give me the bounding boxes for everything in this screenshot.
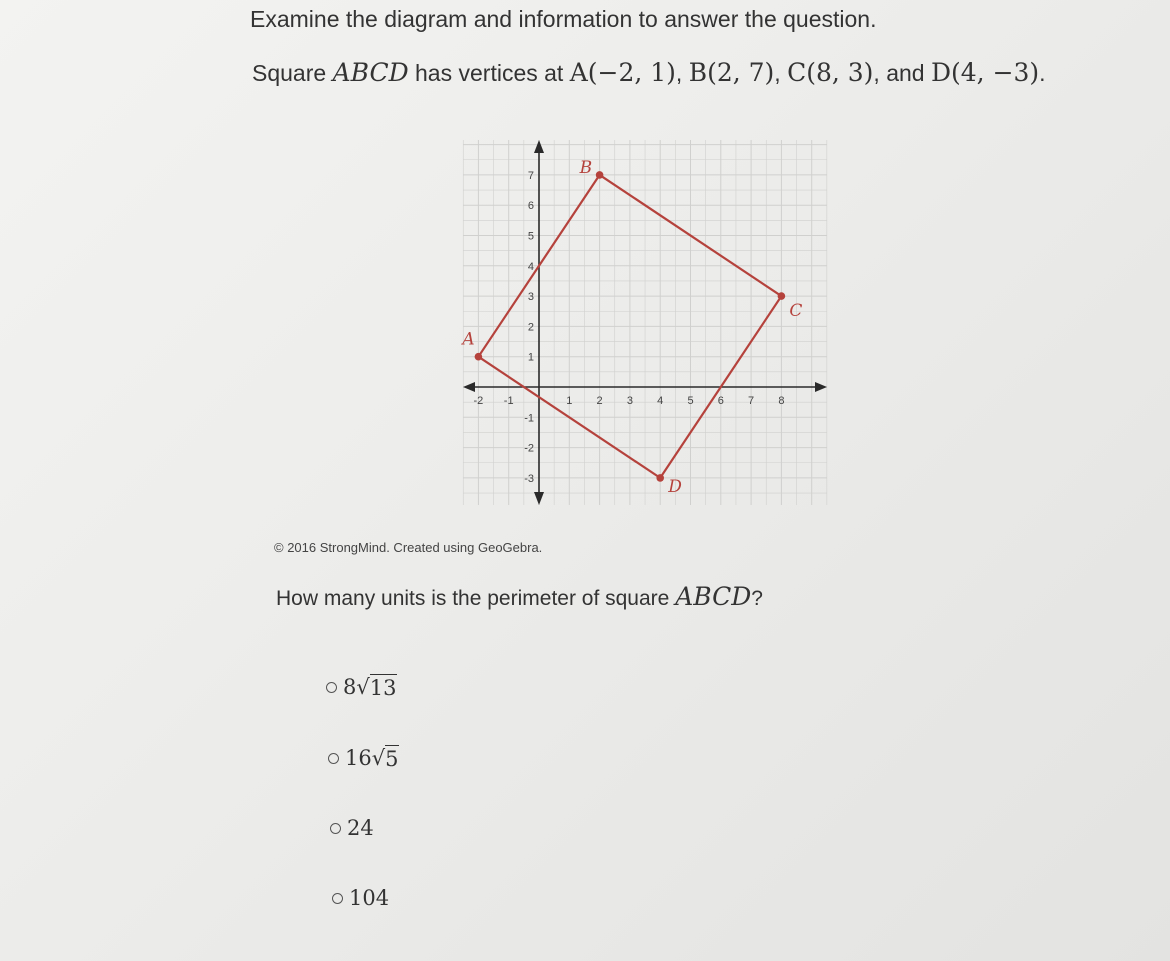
radio-button[interactable] <box>328 753 339 764</box>
x-tick-label: 1 <box>566 395 573 407</box>
x-axis-arrow-left <box>463 382 475 392</box>
x-tick-label: 2 <box>596 395 603 407</box>
x-tick-label: 4 <box>657 395 664 407</box>
y-tick-label: 7 <box>527 169 534 182</box>
vertex-point-a <box>475 353 483 361</box>
separator-and: , and <box>873 60 931 86</box>
answer-choice-1[interactable] <box>326 674 397 700</box>
vertex-a-coords: A(−2, 1) <box>569 58 676 87</box>
y-tick-label: -2 <box>524 442 534 455</box>
instruction-text: Examine the diagram and information to answer the question. <box>250 6 877 32</box>
radio-button[interactable] <box>330 823 341 834</box>
vertex-c-coords: C(8, 3) <box>787 58 874 87</box>
separator: , <box>774 60 788 86</box>
problem-prefix: Square <box>252 60 333 86</box>
vertex-point-c <box>778 292 786 300</box>
x-tick-label: 8 <box>778 395 785 407</box>
x-tick-label: 6 <box>717 395 724 407</box>
vertex-label-b: B <box>579 157 593 178</box>
y-tick-label: 4 <box>527 260 534 273</box>
answer-choice-3[interactable] <box>330 816 374 840</box>
sqrt-symbol: √ <box>356 675 370 699</box>
vertex-label-c: C <box>789 301 803 322</box>
choice-value: 24 <box>347 816 374 840</box>
question-prefix: How many units is the perimeter of square <box>276 587 676 610</box>
x-axis-arrow-right <box>815 382 827 392</box>
problem-middle: has vertices at <box>408 60 570 86</box>
shape-name: ABCD <box>332 58 409 87</box>
tick-labels <box>474 170 785 485</box>
choice-radicand: 13 <box>369 676 397 700</box>
vertex-d-coords: D(4, −3) <box>930 58 1040 87</box>
y-tick-label: 3 <box>527 291 534 304</box>
choice-coefficient: 8 <box>343 675 357 699</box>
choice-radicand: 5 <box>385 747 399 771</box>
y-tick-label: 2 <box>527 321 534 334</box>
choice-value: 104 <box>349 886 390 910</box>
vertex-label-d: D <box>668 476 682 497</box>
y-axis-arrow-down <box>534 492 544 505</box>
answer-choice-2[interactable] <box>328 745 399 771</box>
x-tick-label: -2 <box>473 395 484 407</box>
coordinate-plane-figure <box>455 135 835 510</box>
question-text <box>276 582 763 611</box>
x-tick-label: -1 <box>503 395 514 407</box>
answer-choice-4[interactable] <box>332 886 389 910</box>
y-tick-label: 1 <box>527 351 534 364</box>
question-suffix: ? <box>751 587 763 610</box>
grid <box>463 140 827 505</box>
vertex-point-b <box>596 171 604 179</box>
problem-end: . <box>1039 60 1046 86</box>
y-tick-label: -3 <box>524 472 534 485</box>
vertex-b-coords: B(2, 7) <box>688 58 775 87</box>
y-tick-label: 5 <box>527 230 534 243</box>
sqrt-symbol: √ <box>371 746 386 770</box>
x-tick-label: 5 <box>687 395 694 407</box>
credit-text: © 2016 StrongMind. Created using GeoGebra. <box>274 540 543 555</box>
y-tick-label: 6 <box>527 200 534 213</box>
vertex-label-a: A <box>462 329 475 350</box>
radio-button[interactable] <box>332 893 343 904</box>
x-tick-label: 7 <box>748 395 755 407</box>
y-tick-label: -1 <box>524 412 534 425</box>
radio-button[interactable] <box>326 682 337 693</box>
y-axis-arrow-up <box>534 140 544 153</box>
separator: , <box>675 60 689 86</box>
problem-statement <box>252 58 1046 87</box>
vertex-point-d <box>656 474 664 482</box>
x-tick-label: 3 <box>626 395 633 407</box>
question-shape-name: ABCD <box>675 582 752 611</box>
choice-coefficient: 16 <box>345 746 372 770</box>
